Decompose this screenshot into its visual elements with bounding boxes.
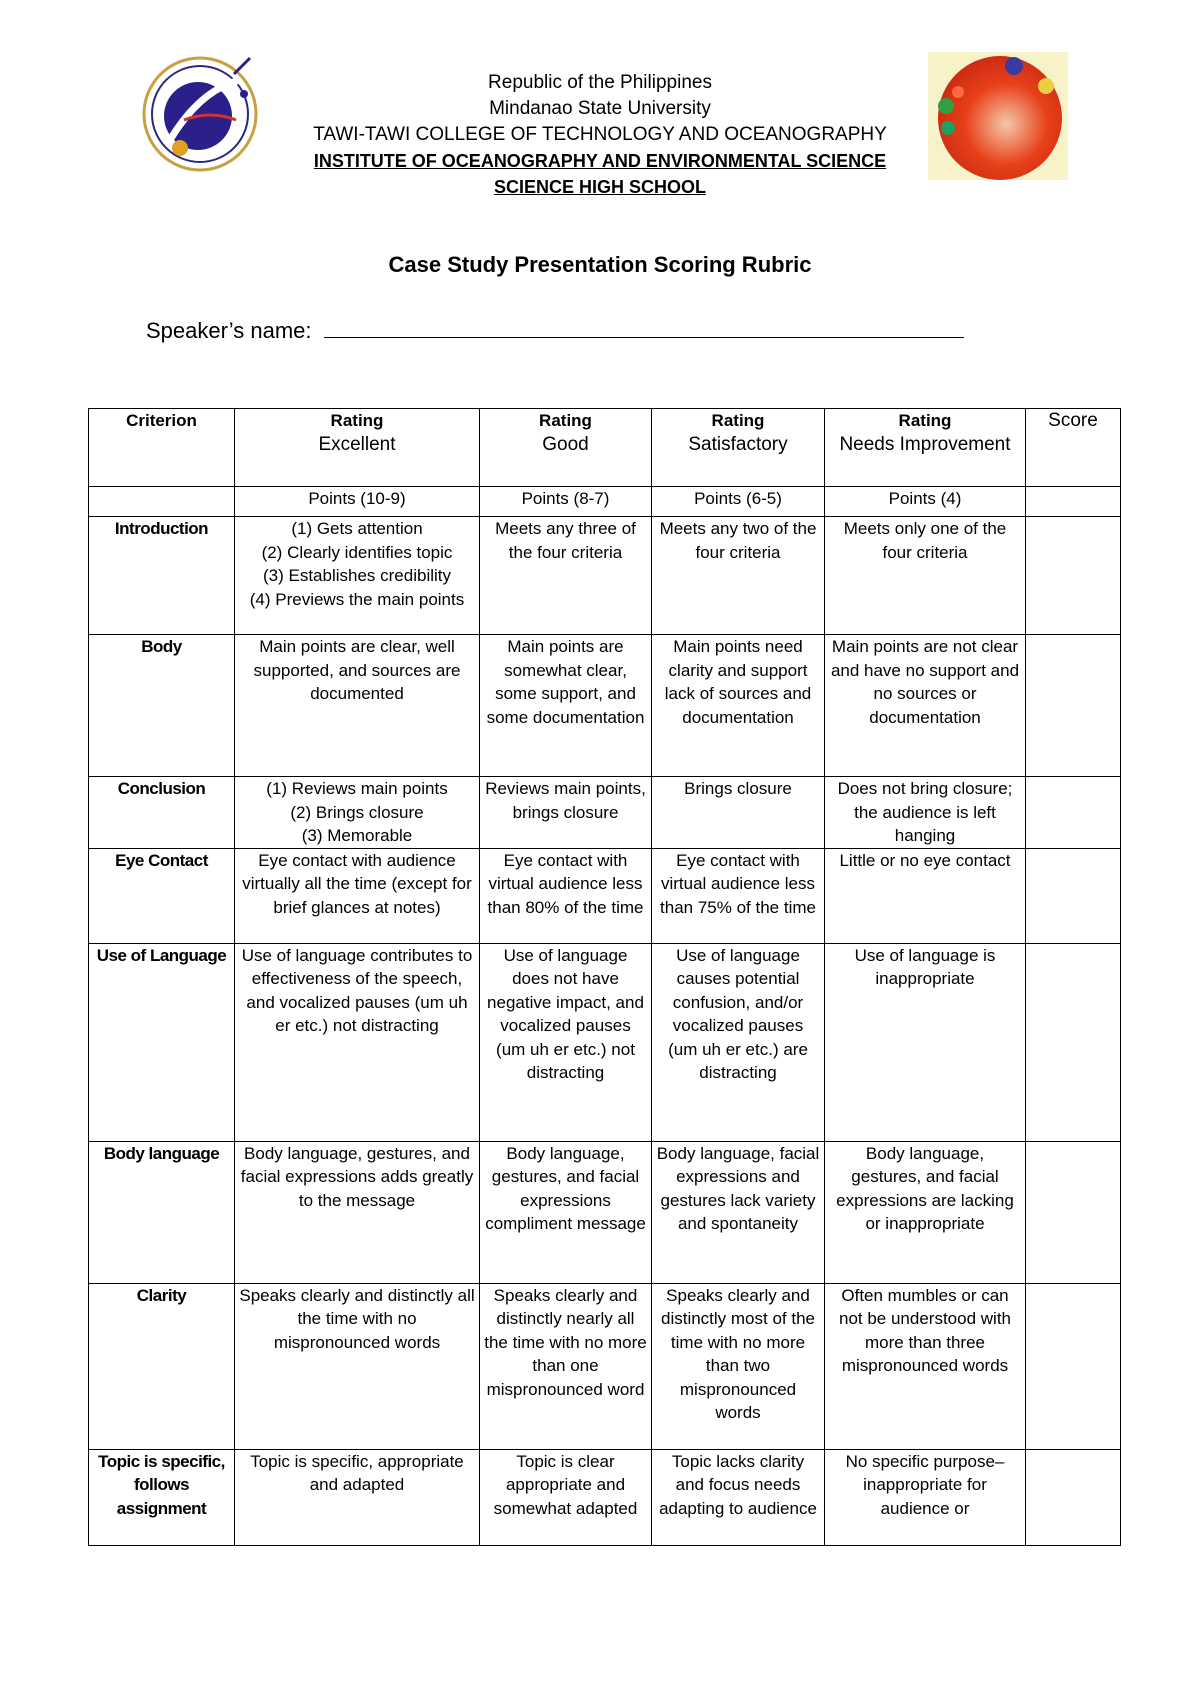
score-cell[interactable]	[1026, 517, 1121, 635]
rating-description-cell: Eye contact with virtual audience less than 75% of the time	[652, 848, 825, 943]
score-cell[interactable]	[1026, 1449, 1121, 1545]
header-cell	[825, 409, 1026, 487]
header-cell	[480, 409, 652, 487]
rating-description-cell: Use of language does not have negative impact, and vocalized pauses (um uh er etc.) not distracting	[480, 943, 652, 1141]
header-country: Republic of the Philippines	[488, 72, 712, 93]
rating-description-cell: Topic is specific, appropriate and adapted	[235, 1449, 480, 1545]
speaker-name-blank-line[interactable]	[324, 319, 964, 338]
score-cell[interactable]	[1026, 635, 1121, 777]
rating-description-cell: Use of language contributes to effectiveness of the speech, and vocalized pauses (um uh er etc.) not distracting	[235, 943, 480, 1141]
rating-description-cell: Often mumbles or can not be understood with more than three mispronounced words	[825, 1283, 1026, 1449]
score-cell[interactable]	[1026, 848, 1121, 943]
header-institute: INSTITUTE OF OCEANOGRAPHY AND ENVIRONMENTAL SCIENCE	[313, 151, 887, 171]
rating-description-cell: Main points need clarity and support lack of sources and documentation	[652, 635, 825, 777]
criterion-cell: Introduction	[89, 517, 235, 635]
rating-description-cell: Meets any three of the four criteria	[480, 517, 652, 635]
score-cell[interactable]	[1026, 1283, 1121, 1449]
header-cell	[89, 409, 235, 487]
rubric-table	[88, 408, 1121, 1546]
rating-description-cell: Eye contact with audience virtually all the time (except for brief glances at notes)	[235, 848, 480, 943]
table-row	[89, 848, 1121, 943]
points-cell: Points (4)	[825, 487, 1026, 517]
rating-description-cell: Body language, gestures, and facial expressions adds greatly to the message	[235, 1141, 480, 1283]
page-title: Case Study Presentation Scoring Rubric	[388, 252, 812, 277]
header-college: TAWI-TAWI COLLEGE OF TECHNOLOGY AND OCEANOGRAPHY	[313, 124, 887, 145]
criterion-cell: Use of Language	[89, 943, 235, 1141]
header-cell-subtitle: Good	[542, 433, 589, 455]
header-cell-subtitle: Excellent	[318, 433, 396, 455]
points-cell: Points (8-7)	[480, 487, 652, 517]
rating-description-cell: No specific purpose–inappropriate for audience or	[825, 1449, 1026, 1545]
rating-description-cell: Speaks clearly and distinctly most of the time with no more than two mispronounced words	[652, 1283, 825, 1449]
table-row	[89, 635, 1121, 777]
table-row	[89, 943, 1121, 1141]
rating-description-cell: Main points are not clear and have no support and no sources or documentation	[825, 635, 1026, 777]
table-row	[89, 1141, 1121, 1283]
header-cell-title: Rating	[539, 411, 592, 430]
header-cell	[1026, 409, 1121, 487]
rating-description-cell: (1) Reviews main points (2) Brings closure (3) Memorable	[235, 777, 480, 849]
speaker-name-field	[146, 318, 964, 344]
rating-description-cell: Body language, gestures, and facial expressions compliment message	[480, 1141, 652, 1283]
rating-description-cell: Body language, facial expressions and gestures lack variety and spontaneity	[652, 1141, 825, 1283]
table-row	[89, 1449, 1121, 1545]
criterion-cell: Body	[89, 635, 235, 777]
points-cell: Points (6-5)	[652, 487, 825, 517]
header-cell-title: Rating	[711, 411, 765, 430]
rating-description-cell: Does not bring closure; the audience is left hanging	[825, 777, 1026, 849]
points-cell: Points (10-9)	[235, 487, 480, 517]
rating-description-cell: (1) Gets attention (2) Clearly identifies topic (3) Establishes credibility (4) Previews the main points	[235, 517, 480, 635]
rating-description-cell: Speaks clearly and distinctly all the time with no mispronounced words	[235, 1283, 480, 1449]
rating-description-cell: Main points are clear, well supported, and sources are documented	[235, 635, 480, 777]
table-row	[89, 1283, 1121, 1449]
header-university: Mindanao State University	[489, 98, 711, 119]
header-cell-subtitle: Satisfactory	[688, 433, 788, 455]
speaker-name-label: Speaker’s name:	[146, 318, 312, 343]
rating-description-cell: Speaks clearly and distinctly nearly all the time with no more than one mispronounced word	[480, 1283, 652, 1449]
points-cell	[89, 487, 235, 517]
rating-description-cell: Reviews main points, brings closure	[480, 777, 652, 849]
score-cell[interactable]	[1026, 1141, 1121, 1283]
rating-description-cell: Use of language causes potential confusion, and/or vocalized pauses (um uh er etc.) are distracting	[652, 943, 825, 1141]
header-cell	[235, 409, 480, 487]
rating-description-cell: Body language, gestures, and facial expressions are lacking or inappropriate	[825, 1141, 1026, 1283]
header-cell-title: Rating	[898, 411, 952, 430]
header-cell-title: Criterion	[126, 411, 197, 430]
table-row	[89, 777, 1121, 849]
rating-description-cell: Topic lacks clarity and focus needs adapting to audience	[652, 1449, 825, 1545]
criterion-cell: Clarity	[89, 1283, 235, 1449]
header-cell	[652, 409, 825, 487]
rating-description-cell: Topic is clear appropriate and somewhat adapted	[480, 1449, 652, 1545]
rating-description-cell: Brings closure	[652, 777, 825, 849]
rating-description-cell: Main points are somewhat clear, some support, and some documentation	[480, 635, 652, 777]
rating-description-cell: Meets any two of the four criteria	[652, 517, 825, 635]
criterion-cell: Topic is specific, follows assignment	[89, 1449, 235, 1545]
points-row	[89, 487, 1121, 517]
points-cell	[1026, 487, 1121, 517]
header-cell-subtitle: Needs Improvement	[839, 433, 1011, 455]
table-header-row	[89, 409, 1121, 487]
header-cell-title: Rating	[330, 411, 384, 430]
criterion-cell: Body language	[89, 1141, 235, 1283]
criterion-cell: Conclusion	[89, 777, 235, 849]
header-cell-subtitle: Score	[1048, 410, 1098, 431]
document-header	[0, 70, 1200, 200]
rating-description-cell: Meets only one of the four criteria	[825, 517, 1026, 635]
score-cell[interactable]	[1026, 777, 1121, 849]
table-row	[89, 517, 1121, 635]
rating-description-cell: Eye contact with virtual audience less than 80% of the time	[480, 848, 652, 943]
rating-description-cell: Use of language is inappropriate	[825, 943, 1026, 1141]
rating-description-cell: Little or no eye contact	[825, 848, 1026, 943]
criterion-cell: Eye Contact	[89, 848, 235, 943]
header-school: SCIENCE HIGH SCHOOL	[493, 177, 707, 197]
score-cell[interactable]	[1026, 943, 1121, 1141]
